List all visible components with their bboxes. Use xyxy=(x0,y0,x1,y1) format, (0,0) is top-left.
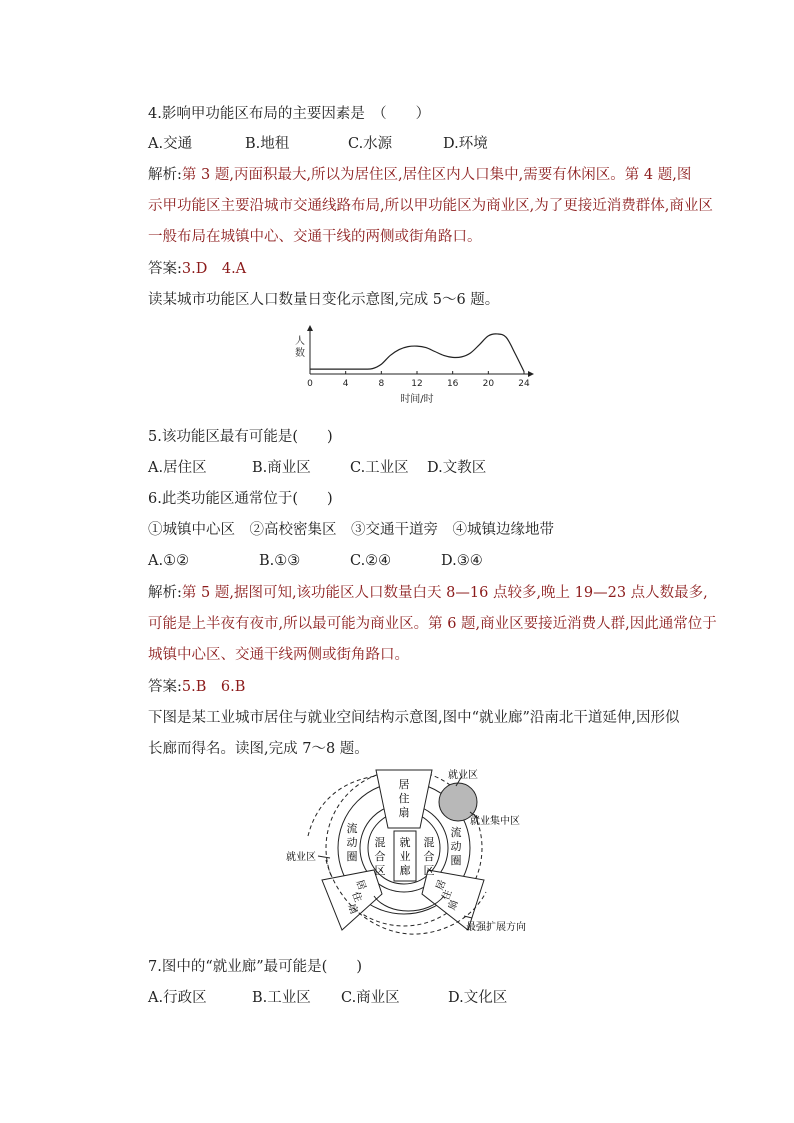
q4-option-b: B.地租 xyxy=(245,136,290,152)
answer-label: 答案: xyxy=(148,261,182,277)
question-4-stem: 4.影响甲功能区布局的主要因素是 （ ） xyxy=(148,106,431,122)
question-6-stem: 6.此类功能区通常位于( ) xyxy=(148,491,333,507)
analysis-label: 解析: xyxy=(148,167,182,183)
q5-option-c: C.工业区 xyxy=(350,460,409,476)
answer-34 xyxy=(148,259,246,279)
corridor-char-1: 就 xyxy=(399,836,411,849)
answer-value: 3.D 4.A xyxy=(181,261,247,277)
y-axis-label: 数 xyxy=(295,348,305,359)
q7-option-b: B.工业区 xyxy=(252,990,311,1006)
answer-56 xyxy=(148,677,245,697)
y-axis-label: 人 xyxy=(295,336,305,347)
mixed-left-char-1: 混 xyxy=(374,836,386,849)
x-tick-label: 4 xyxy=(342,379,349,389)
flow-right-char-1: 流 xyxy=(450,826,462,839)
q4-option-c: C.水源 xyxy=(348,136,393,152)
left-fan-char-2: 住 xyxy=(349,890,364,904)
mixed-right-char-2: 合 xyxy=(423,850,435,863)
y-axis-arrow xyxy=(307,325,313,331)
intro-7-8-line-1: 下图是某工业城市居住与就业空间结构示意图,图中“就业廊”沿南北干道延伸,因形似 xyxy=(148,710,680,726)
question-7-stem: 7.图中的“就业廊”最可能是( ) xyxy=(148,959,362,975)
x-tick-label: 24 xyxy=(518,379,530,389)
left-fan-char-1: 居 xyxy=(353,878,368,892)
mixed-right-char-1: 混 xyxy=(423,836,435,849)
analysis-34-line-1 xyxy=(148,165,691,185)
leader-employment-area-left xyxy=(318,856,330,858)
right-fan-char-2: 住 xyxy=(440,888,455,902)
question-6-choices: ①城镇中心区 ②高校密集区 ③交通干道旁 ④城镇边缘地带 xyxy=(148,522,554,538)
answer-value: 5.B 6.B xyxy=(181,679,246,695)
analysis-34-line-3: 一般布局在城镇中心、交通干线的两侧或街角路口。 xyxy=(148,229,482,245)
label-employment-cluster: 就业集中区 xyxy=(470,816,520,827)
q4-option-d: D.环境 xyxy=(443,136,488,152)
analysis-56-line-3: 城镇中心区、交通干线两侧或街角路口。 xyxy=(148,647,409,663)
mixed-left-char-3: 区 xyxy=(374,864,386,877)
q5-option-b: B.商业区 xyxy=(252,460,311,476)
x-tick-label: 16 xyxy=(446,379,459,389)
x-axis-label: 时间/时 xyxy=(400,394,434,405)
q6-option-c: C.②④ xyxy=(350,553,392,569)
q5-option-d: D.文教区 xyxy=(427,460,487,476)
question-5-stem: 5.该功能区最有可能是( ) xyxy=(148,429,333,445)
q6-option-b: B.①③ xyxy=(259,553,301,569)
answer-label: 答案: xyxy=(148,679,182,695)
right-fan-char-1: 居 xyxy=(434,878,449,892)
q6-option-a: A.①② xyxy=(148,553,190,569)
label-employment-area-left: 就业区 xyxy=(286,852,316,863)
flow-right-char-3: 圈 xyxy=(450,854,462,867)
corridor-char-3: 廊 xyxy=(399,864,411,877)
x-tick-label: 8 xyxy=(378,379,385,389)
flow-left-char-1: 流 xyxy=(346,822,358,835)
population-curve xyxy=(310,334,524,372)
mixed-right-char-3: 区 xyxy=(423,864,435,877)
x-tick-label: 12 xyxy=(411,379,423,389)
population-line-chart xyxy=(270,322,550,412)
top-fan-char-1: 居 xyxy=(398,778,410,791)
q7-option-a: A.行政区 xyxy=(148,990,207,1006)
x-axis-arrow xyxy=(528,371,534,377)
q7-option-d: D.文化区 xyxy=(448,990,508,1006)
analysis-text: 第 3 题,丙面积最大,所以为居住区,居住区内人口集中,需要有休闲区。第 4 题,图 xyxy=(181,167,692,183)
q4-option-a: A.交通 xyxy=(148,136,193,152)
top-fan-char-2: 住 xyxy=(398,792,410,805)
left-fan-char-3: 扇 xyxy=(345,902,360,916)
label-expansion: 最强扩展方向 xyxy=(466,922,526,933)
flow-left-char-3: 圈 xyxy=(346,850,358,863)
x-tick-label: 0 xyxy=(307,379,313,389)
q5-option-a: A.居住区 xyxy=(148,460,207,476)
q7-option-c: C.商业区 xyxy=(341,990,400,1006)
x-tick-label: 20 xyxy=(482,379,495,389)
intro-5-6: 读某城市功能区人口数量日变化示意图,完成 5～6 题。 xyxy=(148,292,500,308)
flow-left-char-2: 动 xyxy=(346,836,358,849)
mixed-left-char-2: 合 xyxy=(374,850,386,863)
label-employment-area-top: 就业区 xyxy=(448,770,478,781)
city-structure-diagram xyxy=(278,766,540,944)
analysis-56-line-1 xyxy=(148,583,708,603)
right-fan-char-3: 扇 xyxy=(446,898,461,912)
analysis-56-line-2: 可能是上半夜有夜市,所以最可能为商业区。第 6 题,商业区要接近消费人群,因此通常位于 xyxy=(148,616,717,632)
top-fan-char-3: 扇 xyxy=(398,806,410,819)
flow-right-char-2: 动 xyxy=(450,840,462,853)
corridor-char-2: 业 xyxy=(399,850,411,863)
q6-option-d: D.③④ xyxy=(441,553,483,569)
analysis-label: 解析: xyxy=(148,585,182,601)
intro-7-8-line-2: 长廊而得名。读图,完成 7～8 题。 xyxy=(148,741,369,757)
analysis-34-line-2: 示甲功能区主要沿城市交通线路布局,所以甲功能区为商业区,为了更接近消费群体,商业区 xyxy=(148,198,713,214)
analysis-text: 第 5 题,据图可知,该功能区人口数量白天 8—16 点较多,晚上 19—23 点人数最多, xyxy=(181,585,708,601)
